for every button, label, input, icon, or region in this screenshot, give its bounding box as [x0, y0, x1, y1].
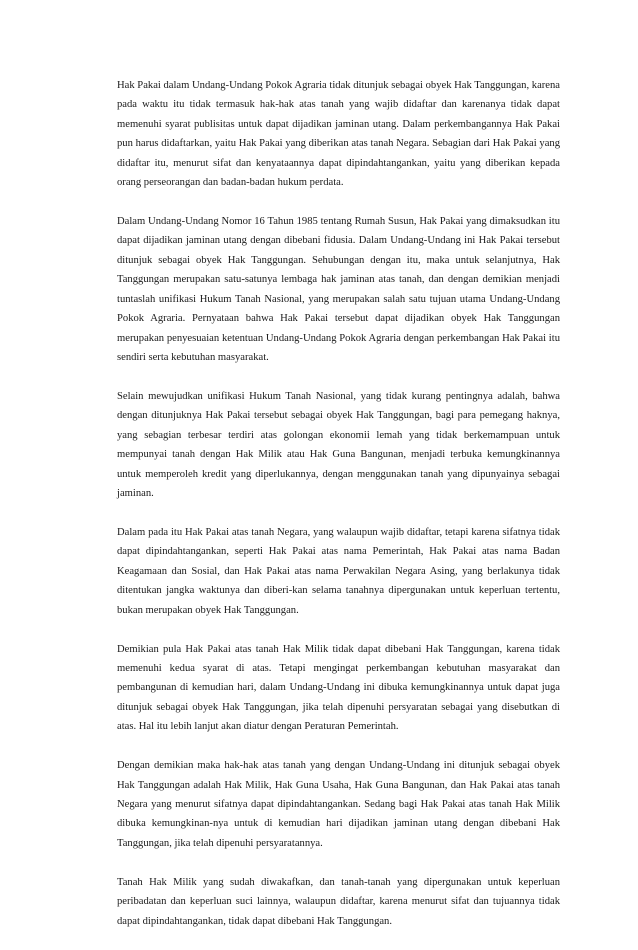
paragraph-1: Hak Pakai dalam Undang-Undang Pokok Agraria tidak ditunjuk sebagai obyek Hak Tanggungan, karena pada waktu itu tidak termasuk hak-hak atas tanah yang wajib didaftar dan karenanya tidak dapat memenuhi syarat publisitas untuk dapat dijadikan jaminan utang. Dalam perkembangannya Hak Pakai pun harus didaftarkan, yaitu Hak Pakai yang diberikan atas tanah Negara. Sebagian dari Hak Pakai yang didaftar itu, menurut sifat dan kenyataannya dapat dipindahtangankan, yaitu yang diberikan kepada orang perseorangan dan badan-badan hukum perdata. — [117, 80, 561, 189]
document-body — [117, 76, 560, 950]
paragraph-7: Tanah Hak Milik yang sudah diwakafkan, dan tanah-tanah yang dipergunakan untuk keperluan peribadatan dan keperluan suci lainnya, walaupun didaftar, karena menurut sifat dan tujuannya tidak dapat dipindahtangankan, tidak dapat dibebani Hak Tanggungan. — [117, 876, 560, 927]
paragraph-5: Demikian pula Hak Pakai atas tanah Hak Milik tidak dapat dibebani Hak Tanggungan, karena tidak memenuhi kedua syarat di atas. Tetapi mengingat perkembangan kebutuhan masyarakat dan pembangunan di kemudian hari, dalam Undang-Undang ini dibuka kemungkinannya untuk dapat juga ditunjuk sebagai obyek Hak Tanggungan, jika telah dipenuhi persyaratan sebagai yang disebutkan di atas. Hal itu lebih lanjut akan diatur dengan Peraturan Pemerintah. — [117, 643, 560, 733]
paragraph-2: Dalam Undang-Undang Nomor 16 Tahun 1985 tentang Rumah Susun, Hak Pakai yang dimaksudkan itu dapat dijadikan jaminan utang dengan dibebani fidusia. Dalam Undang-Undang ini Hak Pakai tersebut ditunjuk sebagai obyek Hak Tanggungan. Sehubungan dengan itu, maka untuk selanjutnya, Hak Tanggungan merupakan satu-satunya lembaga hak jaminan atas tanah, dan dengan demikian menjadi tuntaslah unifikasi Hukum Tanah Nasional, yang merupakan salah satu tujuan utama Undang-Undang Pokok Agraria. Pernyataan bahwa Hak Pakai tersebut dapat dijadikan obyek Hak Tanggungan merupakan penyesuaian ketentuan Undang-Undang Pokok Agraria dengan perkembangan Hak Pakai itu sendiri serta kebutuhan masyarakat. — [117, 216, 560, 364]
paragraph-6: Dengan demikian maka hak-hak atas tanah yang dengan Undang-Undang ini ditunjuk sebagai obyek Hak Tanggungan adalah Hak Milik, Hak Guna Usaha, Hak Guna Bangunan, dan Hak Pakai atas tanah Negara yang menurut sifatnya dapat dipindahtangankan. Sedang bagi Hak Pakai atas tanah Hak Milik dibuka kemungkinan-nya untuk di kemudian hari dijadikan jaminan utang dengan dibebani Hak Tanggungan, jika telah dipenuhi persyaratannya. — [117, 760, 560, 849]
paragraph-3: Selain mewujudkan unifikasi Hukum Tanah Nasional, yang tidak kurang pentingnya adalah, bahwa dengan ditunjuknya Hak Pakai tersebut sebagai obyek Hak Tanggungan, bagi para pemegang haknya, yang sebagian terbesar terdiri atas golongan ekonomii lemah yang tidak berkemampuan untuk mempunyai tanah dengan Hak Milik atau Hak Guna Bangunan, menjadi terbuka kemungkinannya untuk memperoleh kredit yang diperlukannya, dengan menggunakan tanah yang dipunyainya sebagai jaminan. — [117, 390, 560, 500]
paragraph-4: Dalam pada itu Hak Pakai atas tanah Negara, yang walaupun wajib didaftar, tetapi karena sifatnya tidak dapat dipindahtangankan, seperti Hak Pakai atas nama Pemerintah, Hak Pakai atas nama Badan Keagamaan dan Sosial, dan Hak Pakai atas nama Perwakilan Negara Asing, yang berlakunya tidak ditentukan jangka waktunya dan diberi-kan selama tanahnya dipergunakan untuk keperluan tertentu, bukan merupakan obyek Hak Tanggungan. — [117, 526, 560, 616]
